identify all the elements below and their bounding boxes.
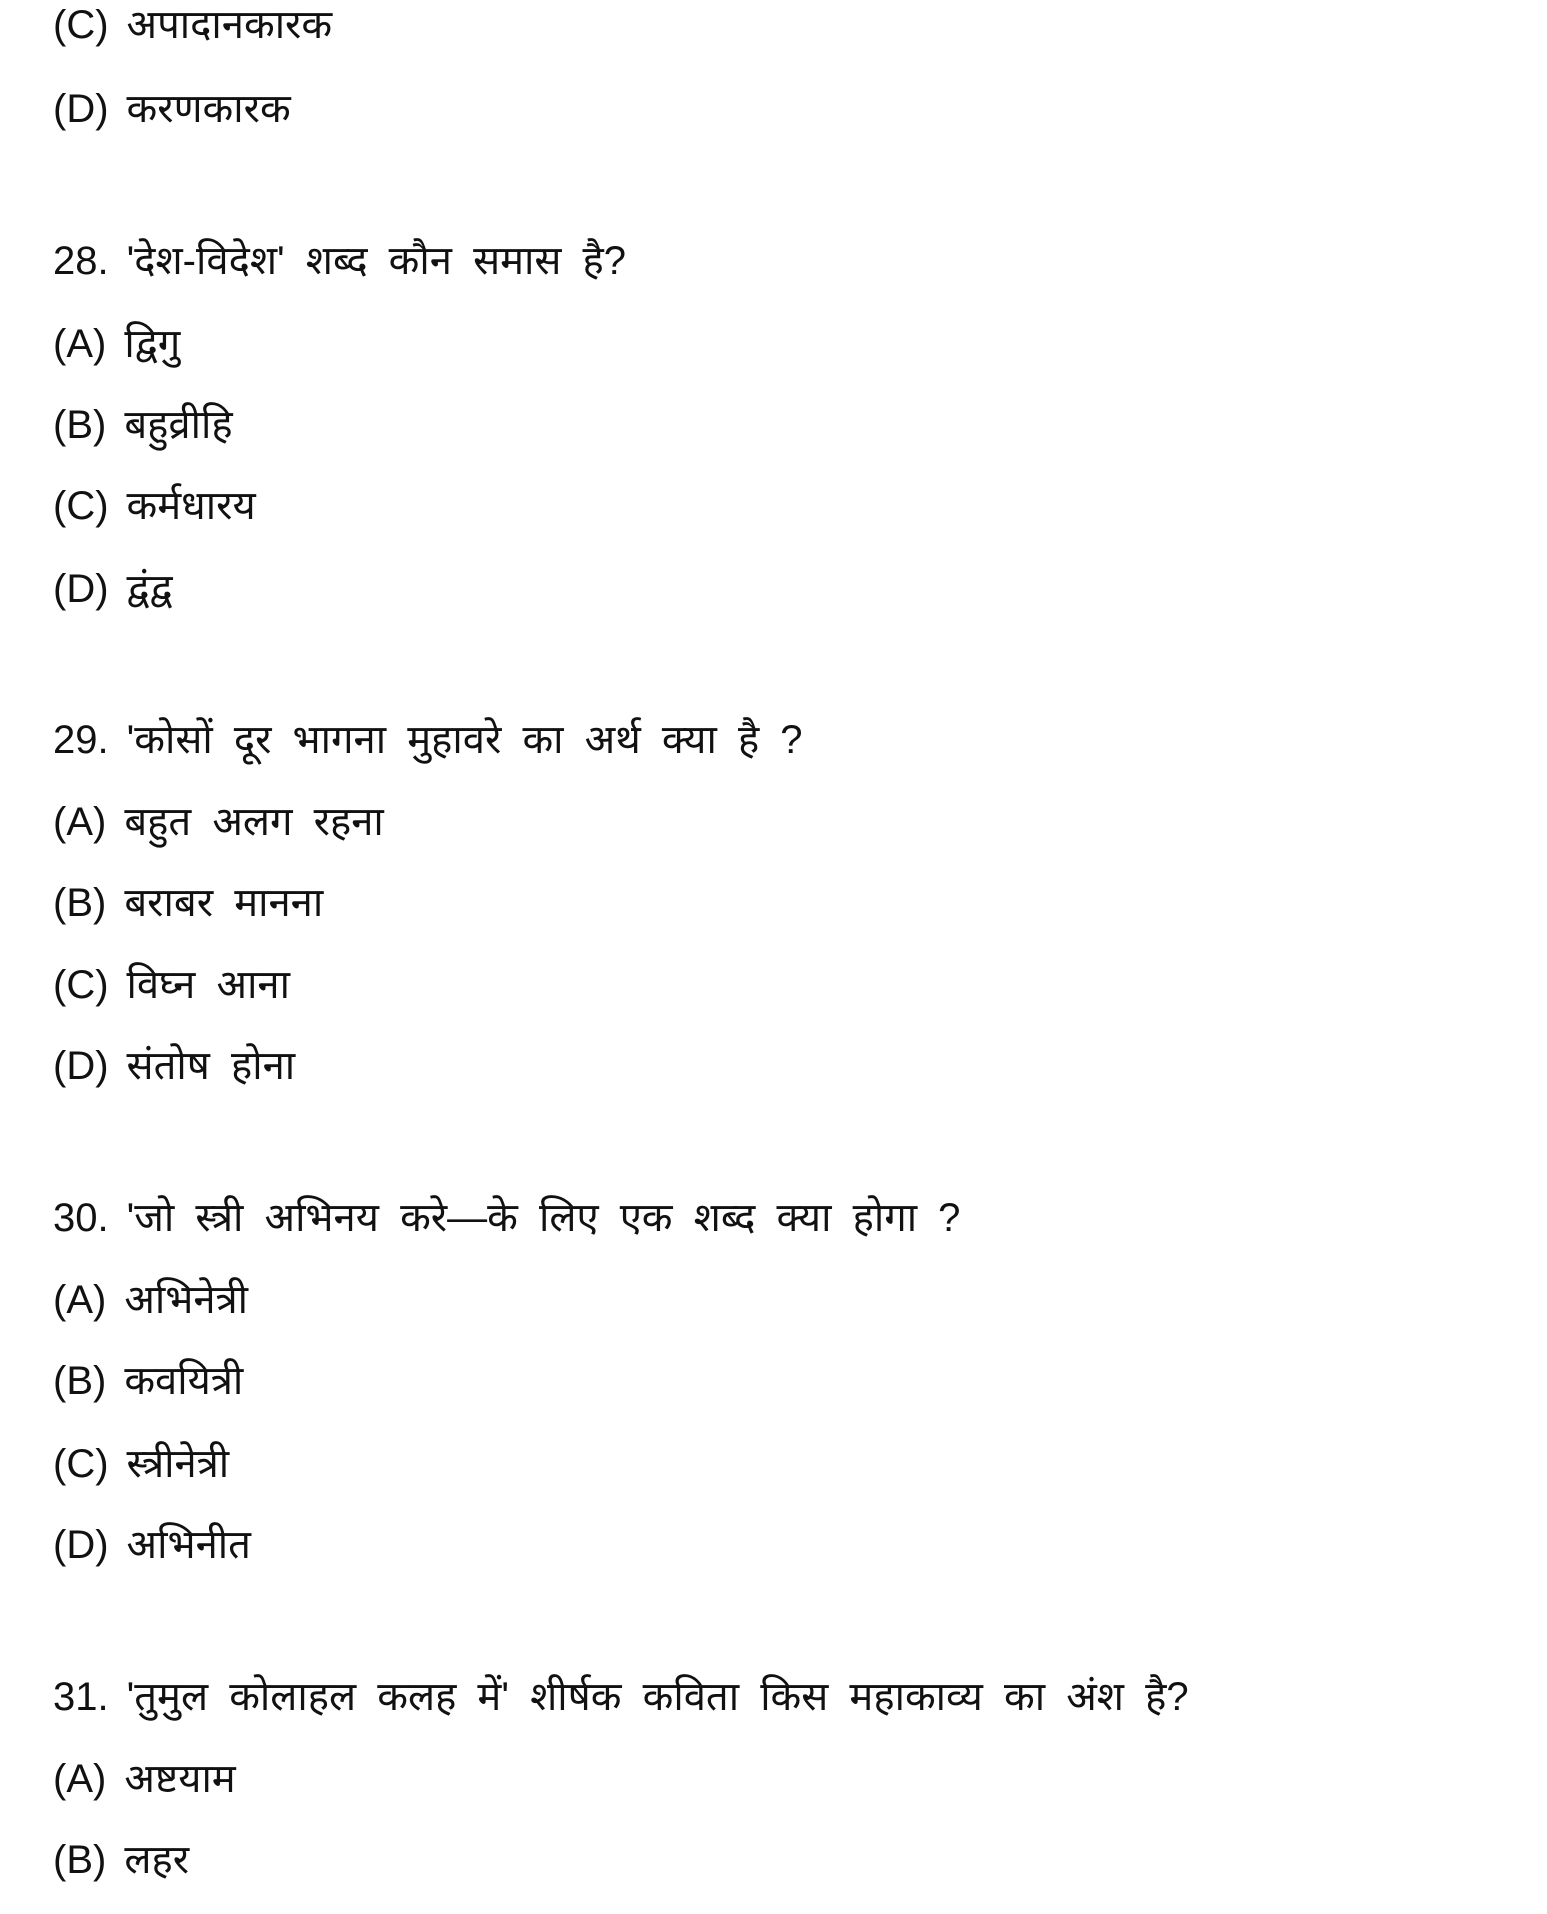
answer-option	[53, 1275, 248, 1325]
option-text: करणकारक	[126, 87, 291, 131]
option-label: (D)	[53, 567, 109, 611]
option-text: कर्मधारय	[126, 484, 256, 528]
option-label: (C)	[53, 1442, 109, 1486]
answer-option	[53, 0, 332, 50]
option-label: (C)	[53, 963, 109, 1007]
question-number: 30.	[53, 1196, 109, 1240]
option-text: अष्टयाम	[124, 1757, 236, 1801]
question-text	[53, 1672, 1189, 1722]
option-text: द्विगु	[124, 322, 181, 366]
option-label: (D)	[53, 87, 109, 131]
option-text: बहुत अलग रहना	[124, 800, 384, 844]
option-text: अभिनेत्री	[124, 1278, 249, 1322]
question-text	[53, 715, 803, 765]
answer-option	[53, 1439, 229, 1489]
option-text: बहुव्रीहि	[124, 403, 233, 447]
answer-option	[53, 84, 291, 134]
option-text: कवयित्री	[124, 1359, 244, 1403]
question-text	[53, 236, 626, 286]
option-text: स्त्रीनेत्री	[126, 1442, 230, 1486]
answer-option	[53, 564, 173, 614]
answer-option	[53, 1835, 189, 1885]
question-number: 31.	[53, 1675, 109, 1719]
option-label: (B)	[53, 403, 107, 447]
question-body: 'देश-विदेश' शब्द कौन समास है?	[126, 239, 627, 283]
option-text: अपादानकारक	[126, 3, 333, 47]
option-label: (B)	[53, 1838, 107, 1882]
question-number: 29.	[53, 718, 109, 762]
option-label: (A)	[53, 1278, 107, 1322]
question-body: 'तुमुल कोलाहल कलह में' शीर्षक कविता किस महाकाव्य का अंश है?	[126, 1675, 1189, 1719]
option-text: लहर	[124, 1838, 190, 1882]
answer-option	[53, 1356, 243, 1406]
answer-option	[53, 481, 256, 531]
option-text: द्वंद्व	[126, 567, 173, 611]
option-label: (B)	[53, 1359, 107, 1403]
answer-option	[53, 319, 180, 369]
option-label: (C)	[53, 3, 109, 47]
option-label: (C)	[53, 484, 109, 528]
option-text: बराबर मानना	[124, 881, 324, 925]
option-text: अभिनीत	[126, 1523, 251, 1567]
option-text: संतोष होना	[126, 1044, 296, 1088]
answer-option	[53, 1520, 251, 1570]
option-text: विघ्न आना	[126, 963, 290, 1007]
answer-option	[53, 1754, 236, 1804]
option-label: (D)	[53, 1044, 109, 1088]
answer-option	[53, 797, 384, 847]
option-label: (B)	[53, 881, 107, 925]
option-label: (D)	[53, 1523, 109, 1567]
answer-option	[53, 1041, 295, 1091]
question-text	[53, 1193, 960, 1243]
question-body: 'कोसों दूर भागना मुहावरे का अर्थ क्या है ?	[126, 718, 803, 762]
option-label: (A)	[53, 322, 107, 366]
answer-option	[53, 960, 290, 1010]
answer-option	[53, 400, 233, 450]
option-label: (A)	[53, 1757, 107, 1801]
question-number: 28.	[53, 239, 109, 283]
option-label: (A)	[53, 800, 107, 844]
question-body: 'जो स्त्री अभिनय करे—के लिए एक शब्द क्या होगा ?	[126, 1196, 961, 1240]
answer-option	[53, 878, 323, 928]
